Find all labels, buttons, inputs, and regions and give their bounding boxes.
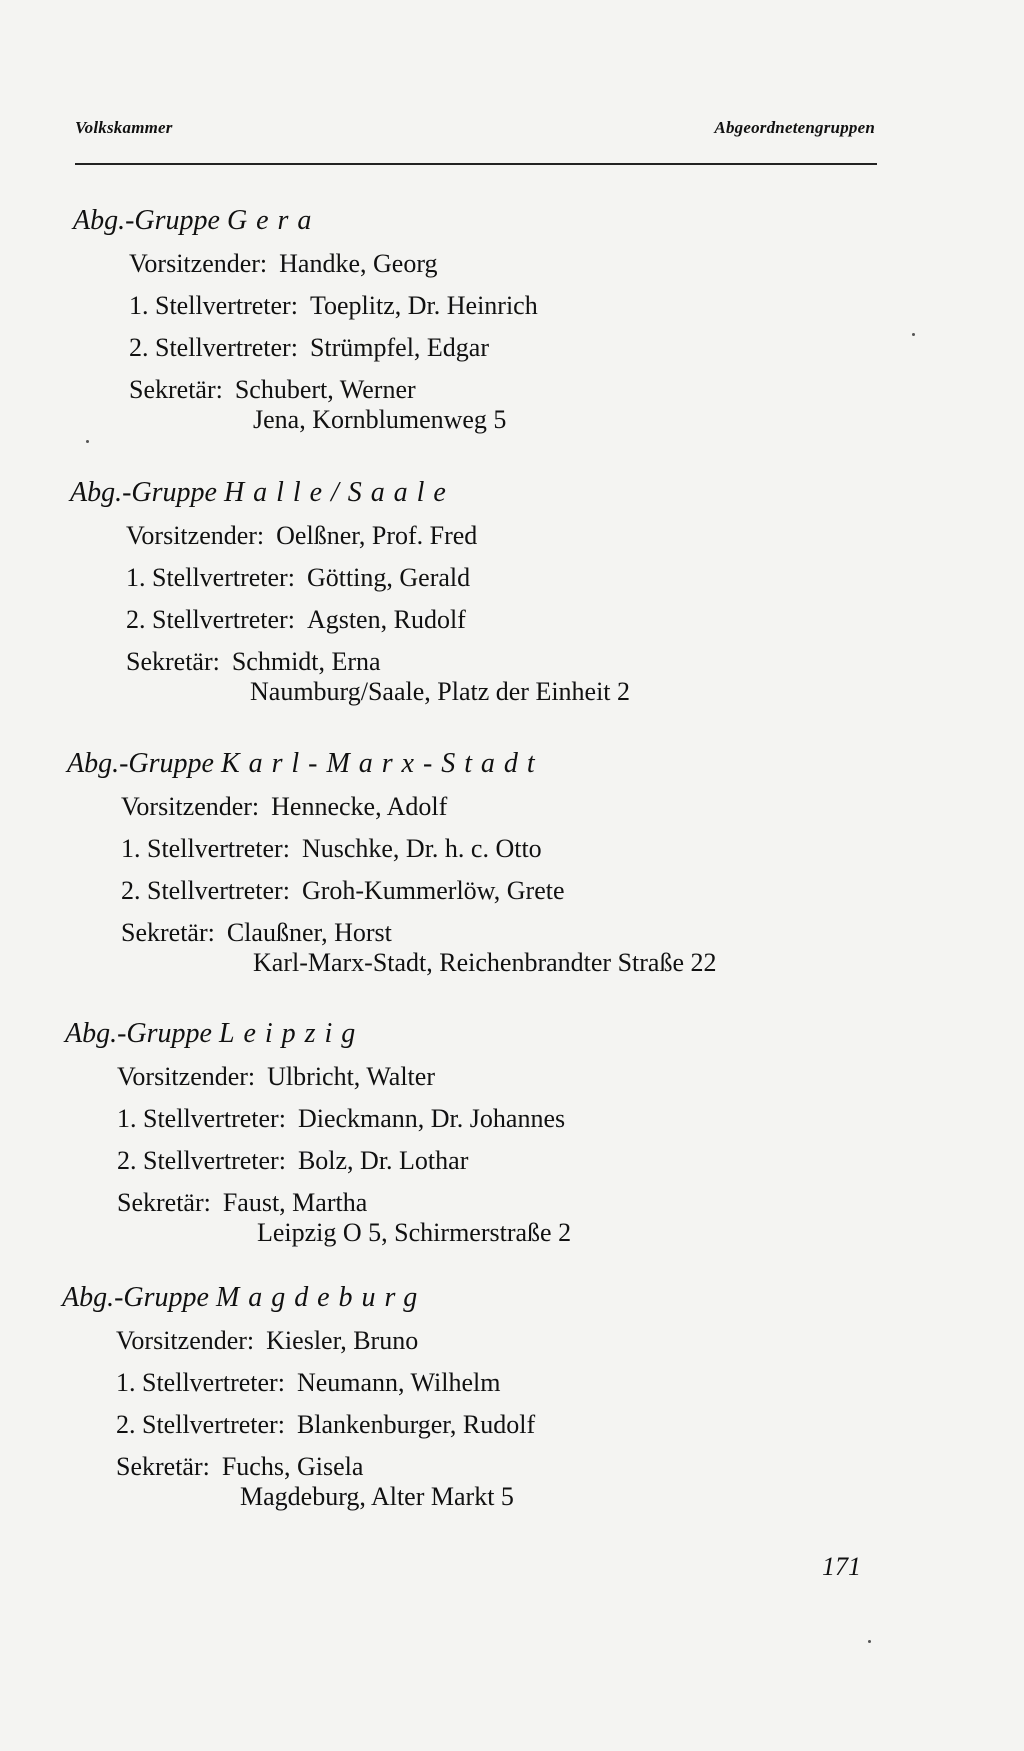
role-chair	[126, 515, 890, 557]
group-prefix: Abg.-Gruppe	[62, 1282, 209, 1313]
role-label: 2. Stellvertreter:	[129, 333, 298, 362]
role-name: Claußner, Horst	[226, 918, 392, 947]
group-city: Halle/Saale	[223, 477, 455, 508]
role-label: 2. Stellvertreter:	[126, 605, 295, 634]
role-name: Toeplitz, Dr. Heinrich	[309, 291, 538, 320]
secretary-address: Jena, Kornblumenweg 5	[253, 405, 507, 434]
role-chair	[121, 786, 887, 828]
role-name: Schubert, Werner	[234, 375, 416, 404]
group-title	[62, 1282, 882, 1314]
group-prefix: Abg.-Gruppe	[67, 748, 214, 779]
running-head	[75, 118, 875, 158]
role-deputy-1	[126, 557, 890, 599]
role-chair	[116, 1320, 882, 1362]
role-name: Schmidt, Erna	[231, 647, 381, 676]
group-leipzig	[65, 1018, 885, 1248]
role-name: Kiesler, Bruno	[266, 1326, 419, 1355]
role-label: Vorsitzender:	[116, 1326, 255, 1355]
group-title	[67, 748, 887, 780]
group-halle	[70, 477, 890, 707]
role-deputy-2	[126, 599, 890, 641]
role-label: Vorsitzender:	[117, 1062, 256, 1091]
running-head-left: Volkskammer	[75, 118, 173, 137]
role-deputy-2	[129, 327, 893, 369]
group-city: Karl-Marx-Stadt	[220, 748, 544, 779]
page-number: 171	[822, 1552, 861, 1581]
role-deputy-1	[121, 828, 887, 870]
role-label: 2. Stellvertreter:	[116, 1410, 285, 1439]
role-label: Sekretär:	[121, 918, 215, 947]
role-deputy-2	[121, 870, 887, 912]
role-chair	[129, 243, 893, 285]
secretary-address: Leipzig O 5, Schirmerstraße 2	[257, 1218, 572, 1247]
scan-speck	[86, 440, 89, 443]
group-title	[65, 1018, 885, 1050]
role-name: Faust, Martha	[222, 1188, 368, 1217]
role-label: 1. Stellvertreter:	[126, 563, 295, 592]
role-label: 1. Stellvertreter:	[121, 834, 290, 863]
role-label: Sekretär:	[117, 1188, 211, 1217]
group-title	[73, 205, 893, 237]
group-prefix: Abg.-Gruppe	[73, 205, 220, 236]
role-name: Götting, Gerald	[306, 563, 471, 592]
role-name: Groh-Kummerlöw, Grete	[301, 876, 565, 905]
role-name: Handke, Georg	[279, 249, 438, 278]
header-rule	[75, 163, 877, 165]
role-deputy-1	[129, 285, 893, 327]
scan-speck	[868, 1640, 871, 1643]
group-karl-marx-stadt	[67, 748, 887, 978]
secretary-address: Karl-Marx-Stadt, Reichenbrandter Straße 22	[253, 948, 717, 977]
role-deputy-1	[117, 1098, 885, 1140]
group-prefix: Abg.-Gruppe	[65, 1018, 212, 1049]
role-deputy-2	[116, 1404, 882, 1446]
role-deputy-2	[117, 1140, 885, 1182]
role-name: Bolz, Dr. Lothar	[297, 1146, 469, 1175]
role-label: 1. Stellvertreter:	[116, 1368, 285, 1397]
group-city: Magdeburg	[215, 1282, 427, 1313]
role-label: Vorsitzender:	[129, 249, 268, 278]
scan-speck	[912, 333, 915, 336]
role-label: 1. Stellvertreter:	[117, 1104, 286, 1133]
role-label: 2. Stellvertreter:	[121, 876, 290, 905]
group-city: Leipzig	[218, 1018, 365, 1049]
role-label: Sekretär:	[126, 647, 220, 676]
running-head-right: Abgeordnetengruppen	[714, 118, 875, 137]
role-name: Oelßner, Prof. Fred	[276, 521, 478, 550]
role-name: Fuchs, Gisela	[221, 1452, 364, 1481]
role-label: Vorsitzender:	[126, 521, 265, 550]
group-prefix: Abg.-Gruppe	[70, 477, 217, 508]
role-name: Neumann, Wilhelm	[296, 1368, 501, 1397]
role-name: Ulbricht, Walter	[267, 1062, 435, 1091]
group-city: Gera	[226, 205, 321, 236]
role-chair	[117, 1056, 885, 1098]
secretary-address: Naumburg/Saale, Platz der Einheit 2	[250, 677, 631, 706]
role-name: Dieckmann, Dr. Johannes	[297, 1104, 566, 1133]
role-name: Hennecke, Adolf	[271, 792, 448, 821]
role-label: Sekretär:	[116, 1452, 210, 1481]
role-label: 1. Stellvertreter:	[129, 291, 298, 320]
group-title	[70, 477, 890, 509]
role-name: Strümpfel, Edgar	[309, 333, 490, 362]
group-magdeburg	[62, 1282, 882, 1512]
role-name: Nuschke, Dr. h. c. Otto	[301, 834, 542, 863]
role-label: Vorsitzender:	[121, 792, 260, 821]
role-label: Sekretär:	[129, 375, 223, 404]
group-gera	[73, 205, 893, 435]
role-deputy-1	[116, 1362, 882, 1404]
role-name: Blankenburger, Rudolf	[296, 1410, 536, 1439]
role-label: 2. Stellvertreter:	[117, 1146, 286, 1175]
secretary-address: Magdeburg, Alter Markt 5	[240, 1482, 514, 1511]
role-name: Agsten, Rudolf	[306, 605, 466, 634]
